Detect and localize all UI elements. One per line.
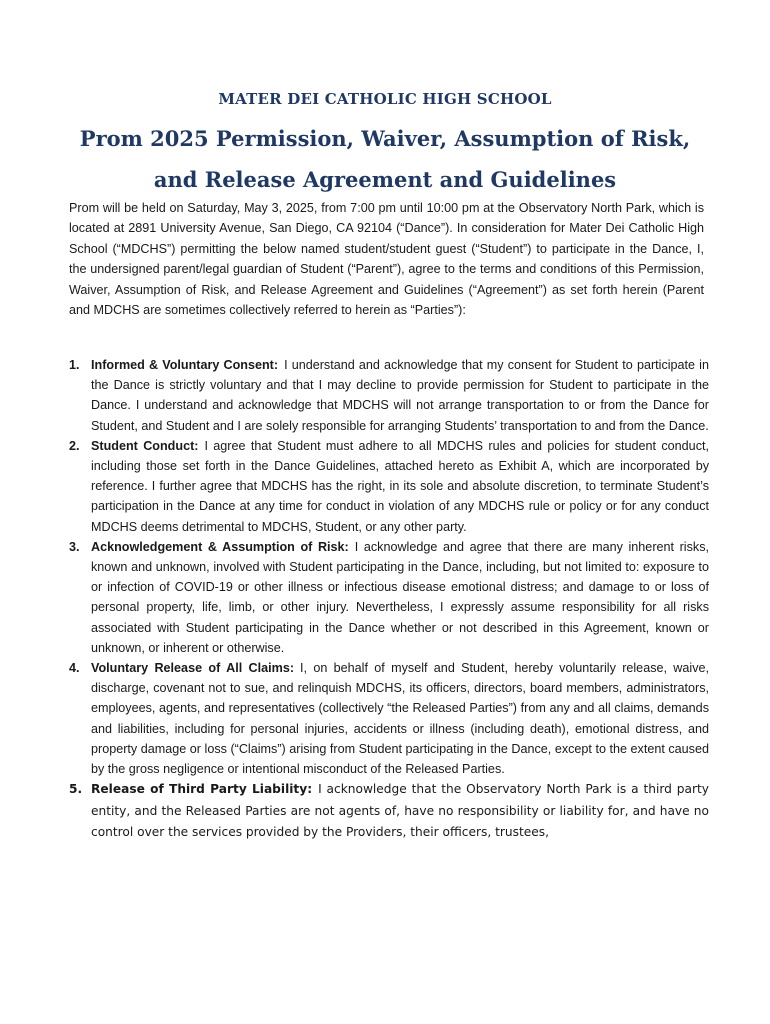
section-heading: Acknowledgement & Assumption of Risk:	[91, 539, 349, 554]
section-number: 4.	[69, 661, 80, 676]
school-name: MATER DEI CATHOLIC HIGH SCHOOL	[218, 90, 552, 108]
section-heading: Student Conduct:	[91, 438, 199, 453]
section-release-of-claims	[69, 658, 709, 779]
section-heading: Informed & Voluntary Consent:	[91, 358, 279, 372]
section-student-conduct	[69, 436, 709, 537]
agreement-sections	[69, 355, 709, 844]
section-number: 5.	[69, 782, 83, 797]
intro-paragraph: Prom will be held on Saturday, May 3, 2025, from 7:00 pm until 10:00 pm at the Observatory North Park, which is located at 2891 University Avenue, San Diego, CA 92104 (“Dance”). In consideration for Mater Dei Catholic High School (“MDCHS”) permitting the below named student/student guest (“Student”) to participate in the Dance, I, the undersigned parent/legal guardian of Student (“Parent”), agree to the terms and conditions of this Permission, Waiver, Assumption of Risk, and Release Agreement and Guidelines (“Agreement”) as set forth herein (Parent and MDCHS are sometimes collectively referred to herein as “Parties”):	[69, 201, 704, 318]
section-text: I, on behalf of myself and Student, hereby voluntarily release, waive, discharge, covenant not to sue, and relinquish MDCHS, its officers, directors, board members, administrators, employees, agents, and representatives (collectively “the Released Parties”) from any and all claims, demands and liabilities, including for personal injuries, accidents or illness (including death), emotional distress, and property damage or loss (“Claims”) arising from Student participating in the Dance, except to the extent caused by the gross negligence or intentional misconduct of the Released Parties.	[91, 661, 710, 777]
section-number: 2.	[69, 438, 80, 453]
section-number: 3.	[69, 539, 80, 554]
title-line-2: and Release Agreement and Guidelines	[153, 167, 617, 192]
document-title	[40, 118, 730, 200]
section-assumption-of-risk	[69, 537, 709, 658]
section-number: 1.	[69, 358, 80, 372]
section-heading: Release of Third Party Liability:	[91, 782, 313, 797]
section-text: I acknowledge that the Observatory North Park is a third party entity, and the Released Parties are not agents of, have no responsibility or liability for, and have no control over the services provided by the Providers, their officers, trustees,	[91, 782, 709, 840]
section-informed-consent	[69, 355, 709, 436]
section-text: I agree that Student must adhere to all MDCHS rules and policies for student conduct, including those set forth in the Dance Guidelines, attached hereto as Exhibit A, which are incorporated by reference. I further agree that MDCHS has the right, in its sole and absolute discretion, to terminate Student’s participation in the Dance at any time for conduct in violation of any MDCHS rule or policy or for any conduct MDCHS deems detrimental to MDCHS, Student, or any other party.	[91, 438, 709, 534]
section-heading: Voluntary Release of All Claims:	[91, 661, 295, 676]
section-text: I acknowledge and agree that there are many inherent risks, known and unknown, involved with Student participating in the Dance, including, but not limited to: exposure to or infection of COVID-19 or other illness or infectious disease emotional distress; and damage to or loss of personal property, life, limb, or other injury. Nevertheless, I expressly assume responsibility for all risks associated with Student participating in the Dance whether or not described in this Agreement, known or unknown, or inherent or otherwise.	[91, 539, 709, 655]
section-text: I understand and acknowledge that my consent for Student to participate in the Dance is strictly voluntary and that I may decline to provide permission for Student to participate in the Dance. I understand and acknowledge that MDCHS will not arrange transportation to or from the Dance for Student, and Student and I are solely responsible for arranging Students’ transportation to and from the Dance.	[91, 358, 709, 433]
section-third-party-liability	[69, 779, 709, 844]
title-line-1: Prom 2025 Permission, Waiver, Assumption of Risk,	[79, 126, 691, 151]
